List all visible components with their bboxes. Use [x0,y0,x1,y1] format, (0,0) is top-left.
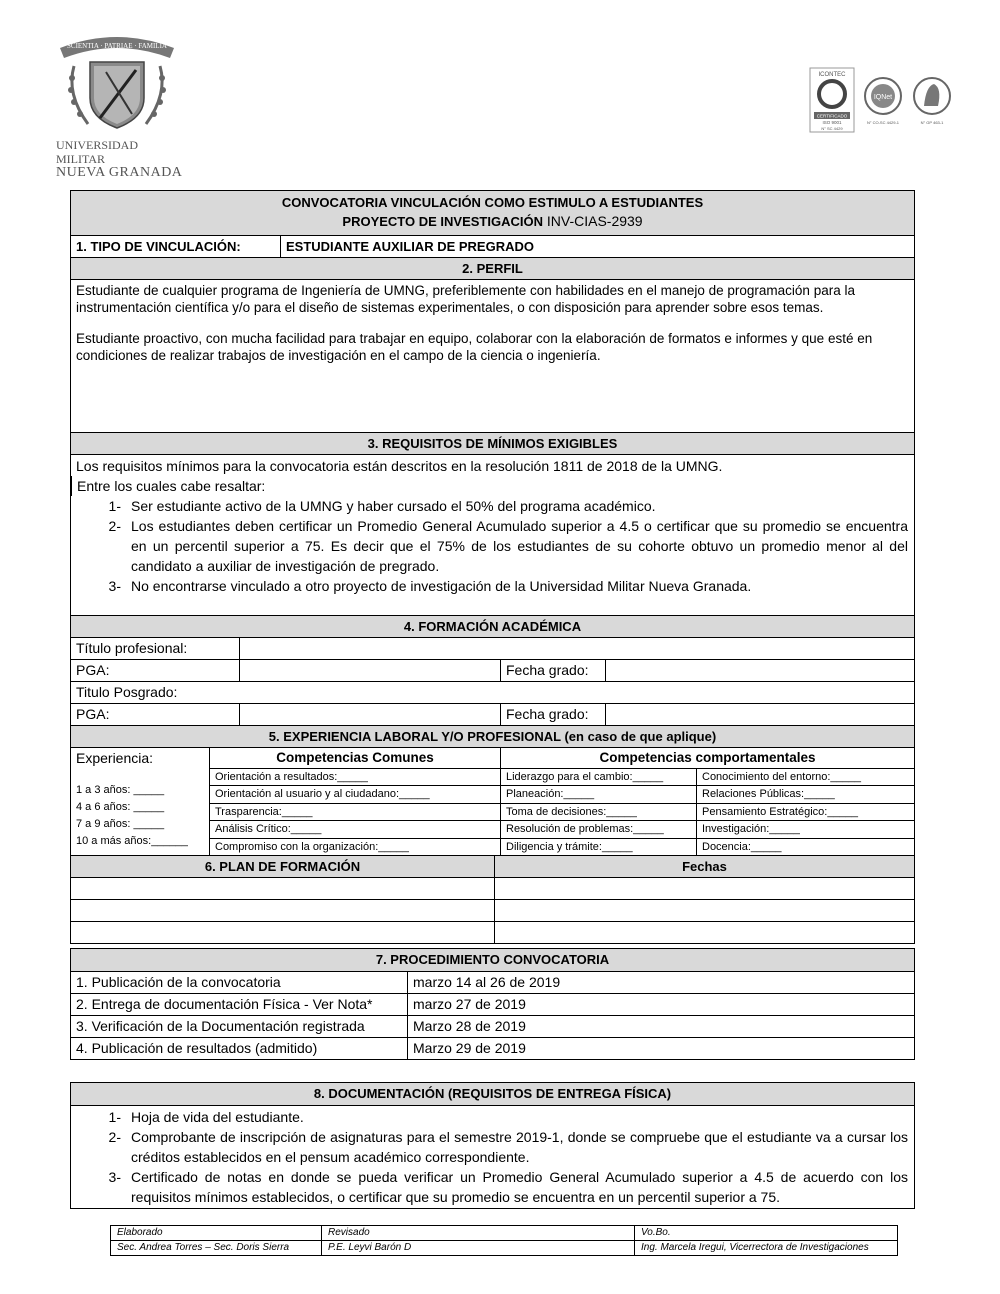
university-name-line2: NUEVA GRANADA [56,165,183,180]
documentacion-table [70,1082,915,1209]
competencia-comport-a: Liderazgo para el cambio:_____ [500,769,696,785]
fecha-grado-posgrado-field[interactable] [605,704,914,725]
competencias-comport-header: Competencias comportamentales [500,748,914,768]
revisado-name: P.E. Leyvi Barón D [321,1241,634,1255]
university-name [56,138,186,180]
rango-1: 1 a 3 años: _____ [76,784,165,796]
titulo-profesional-label: Título profesional: [76,640,188,656]
perfil-header-row [71,257,914,279]
elaborado-label: Elaborado [117,1227,163,1238]
plan-cell[interactable] [71,878,494,899]
perfil-body [71,279,914,432]
rango-2: 4 a 6 años: _____ [76,801,165,813]
rango-3: 7 a 9 años: _____ [76,818,165,830]
documentacion-body [71,1105,914,1208]
competencia-comunes: Análisis Crítico:_____ [215,823,322,836]
list-item-number: 3- [108,1169,121,1185]
title-row [71,191,914,235]
list-item [71,516,914,576]
university-name-line1: UNIVERSIDAD MILITAR [56,138,138,166]
procedimiento-date: marzo 27 de 2019 [407,994,914,1015]
competencia-comport-b: Docencia:_____ [696,839,914,855]
fecha-grado-field[interactable] [605,660,914,681]
logo-motto: SCIENTIA · PATRIAE · FAMILIA [67,42,167,50]
competencia-comunes: Trasparencia:_____ [215,805,313,818]
experiencia-label: Experiencia: [76,750,154,766]
cert-sc: N° SC 4429 [821,126,843,131]
formacion-row-titulo [71,637,914,659]
icontec-cert-icon [810,68,854,132]
experiencia-header-row [71,725,914,747]
competencia-comport-a: Diligencia y trámite:_____ [500,839,696,855]
list-item-text: Los estudiantes deben certificar un Promedio General Acumulado superior a 4.5 o certificar que su promedio se encuentra en un percentil superior a 75. Es decir que el 75% de los estudiantes de su cohorte obtuvo un promedio menor al del candidato a auxiliar de investigación de pregrado. [131,518,908,574]
plan-cell[interactable] [71,900,494,921]
footer-name-row [111,1240,897,1255]
list-item [71,496,914,516]
competencia-comport-a: Toma de decisiones:_____ [500,804,696,820]
list-item [71,1127,914,1167]
experiencia-column [71,748,209,855]
cert-label: CERTIFICADO [816,113,848,119]
procedimiento-header: 7. PROCEDIMIENTO CONVOCATORIA [71,949,914,971]
plan-row [71,899,914,921]
approval-footer [110,1225,898,1256]
cert-iso: ISO 9001 [822,120,842,125]
main-form [70,190,915,944]
plan-header: 6. PLAN DE FORMACIÓN [71,856,494,877]
list-item [71,1167,914,1207]
competencias-comunes-header: Competencias Comunes [210,748,500,768]
pga-posgrado-label: PGA: [76,706,110,722]
cert-iqnet: IQNet [873,94,893,101]
competencia-comunes: Orientación al usuario y al ciudadano:_____ [215,788,430,801]
list-item-number: 2- [108,1129,121,1145]
procedimiento-step: 1. Publicación de la convocatoria [76,974,281,990]
formacion-row-pga [71,659,914,681]
formacion-row-posgrado [71,681,914,703]
pga-label: PGA: [76,662,110,678]
requisitos-body [71,454,914,615]
certification-logos [808,66,954,136]
competencia-comport-a: Resolución de problemas:_____ [500,821,696,837]
shield-icon [52,26,182,136]
perfil-paragraph-2: Estudiante proactivo, con mucha facilidad para trabajar en equipo, colaborar con la elaboración de formatos e informes y que esté en condiciones de realizar trabajos de investigación en el campo de la ciencia o ingeniería. [76,331,873,363]
gp-cert-icon [914,78,950,125]
iqnet-cert-icon [865,78,901,125]
cert-icontec: ICONTEC [818,72,846,78]
procedimiento-date: Marzo 28 de 2019 [407,1016,914,1037]
formacion-row-pga-posgrado [71,703,914,725]
competencias-grid [209,748,914,855]
experiencia-header: 5. EXPERIENCIA LABORAL Y/O PROFESIONAL (en caso de que aplique) [71,726,914,747]
requisitos-intro-1: Los requisitos mínimos para la convocatoria están descritos en la resolución 1811 de 2018 de la UMNG. [76,458,723,474]
competencia-comunes: Orientación a resultados:_____ [215,771,368,783]
list-item-text: Ser estudiante activo de la UMNG y haber cursado el 50% del programa académico. [131,498,656,514]
tipo-label: 1. TIPO DE VINCULACIÓN: [76,239,241,254]
plan-date-cell[interactable] [494,922,914,943]
requisitos-header: 3. REQUISITOS DE MÍNIMOS EXIGIBLES [71,433,914,454]
list-item [71,576,914,596]
rango-4: 10 a más años:______ [76,835,188,847]
competencias-rows [210,769,914,855]
fecha-grado-posgrado-label: Fecha grado: [500,704,605,725]
revisado-label: Revisado [321,1226,634,1240]
requisitos-intro-2: Entre los cuales cabe resaltar: [71,476,914,496]
plan-row [71,921,914,943]
title-project-label: PROYECTO DE INVESTIGACIÓN [342,214,543,229]
competencias-row [210,804,914,821]
procedimiento-header-row [71,949,914,971]
fecha-grado-label: Fecha grado: [500,660,605,681]
procedimiento-table [70,948,915,1060]
competencias-row [210,839,914,855]
experiencia-body [71,747,914,855]
procedimiento-step: 4. Publicación de resultados (admitido) [76,1040,318,1056]
formacion-header-row [71,615,914,637]
title-line1: CONVOCATORIA VINCULACIÓN COMO ESTIMULO A ESTUDIANTES [281,195,704,210]
cert-co: N° CO-SC 4429-1 [866,120,900,125]
vobo-label: Vo.Bo. [634,1226,897,1240]
competencia-comport-b: Conocimiento del entorno:_____ [696,769,914,785]
title-project-code: INV-CIAS-2939 [542,213,643,229]
list-item-text: Hoja de vida del estudiante. [131,1109,304,1125]
competencias-row [210,769,914,786]
requisitos-header-row [71,432,914,454]
list-item-number: 3- [108,578,121,594]
procedimiento-step: 3. Verificación de la Documentación registrada [76,1018,365,1034]
formacion-header: 4. FORMACIÓN ACADÉMICA [71,616,914,637]
list-item-number: 1- [108,1109,121,1125]
list-item-text: Certificado de notas en donde se pueda verificar un Promedio General Acumulado superior a 4.5 de acuerdo con los requisitos mínimos establecidos, o certificar que su promedio se encuentra en un percentil superior a 75. [131,1169,908,1205]
competencia-comport-a: Planeación:_____ [500,786,696,802]
vobo-name: Ing. Marcela Iregui, Vicerrectora de Investigaciones [634,1241,897,1255]
competencias-row [210,821,914,838]
documentacion-header-row [71,1083,914,1105]
list-item-number: 1- [108,498,121,514]
table-row [71,993,914,1015]
perfil-header: 2. PERFIL [71,258,914,279]
plan-date-cell[interactable] [494,900,914,921]
list-item-text: Comprobante de inscripción de asignaturas para el semestre 2019-1, donde se compruebe que el estudiante va a cursar los créditos establecidos en el pensum académico correspondiente. [131,1129,908,1165]
table-row [71,1037,914,1059]
plan-date-cell[interactable] [494,878,914,899]
list-item [71,1107,914,1127]
cert-gp: N° GP 463-1 [920,120,944,125]
plan-row [71,877,914,899]
plan-header-row [71,855,914,877]
list-item-number: 2- [108,518,121,534]
requisitos-list [71,496,914,596]
titulo-profesional-field[interactable] [239,638,914,659]
competencia-comport-b: Investigación:_____ [696,821,914,837]
competencia-comport-b: Pensamiento Estratégico:_____ [696,804,914,820]
competencia-comunes: Compromiso con la organización:_____ [215,840,409,853]
table-row [71,971,914,993]
procedimiento-date: Marzo 29 de 2019 [407,1038,914,1059]
table-row [71,1015,914,1037]
pga-field[interactable] [239,660,500,681]
procedimiento-date: marzo 14 al 26 de 2019 [407,972,914,993]
tipo-value: ESTUDIANTE AUXILIAR DE PREGRADO [280,236,914,257]
plan-cell[interactable] [71,922,494,943]
competencia-comport-b: Relaciones Públicas:_____ [696,786,914,802]
perfil-paragraph-1: Estudiante de cualquier programa de Ingeniería de UMNG, preferiblemente con habilidades en el manejo de programación para la instrumentación científica y/o para el diseño de sistemas experimentales, o con disposición para aprender sobre esos temas. [76,283,855,315]
list-item-text: No encontrarse vinculado a otro proyecto de investigación de la Universidad Militar Nueva Granada. [131,578,752,594]
footer-label-row [111,1226,897,1240]
elaborado-name: Sec. Andrea Torres – Sec. Doris Sierra [117,1242,290,1253]
tipo-row [71,235,914,257]
procedimiento-step: 2. Entrega de documentación Física - Ver Nota* [76,996,373,1012]
titulo-posgrado-label: Titulo Posgrado: [76,684,178,700]
pga-posgrado-field[interactable] [239,704,500,725]
plan-fechas-header: Fechas [494,856,914,877]
competencias-row [210,786,914,803]
documentacion-header: 8. DOCUMENTACIÓN (REQUISITOS DE ENTREGA FÍSICA) [71,1083,914,1105]
form-title [71,191,914,235]
